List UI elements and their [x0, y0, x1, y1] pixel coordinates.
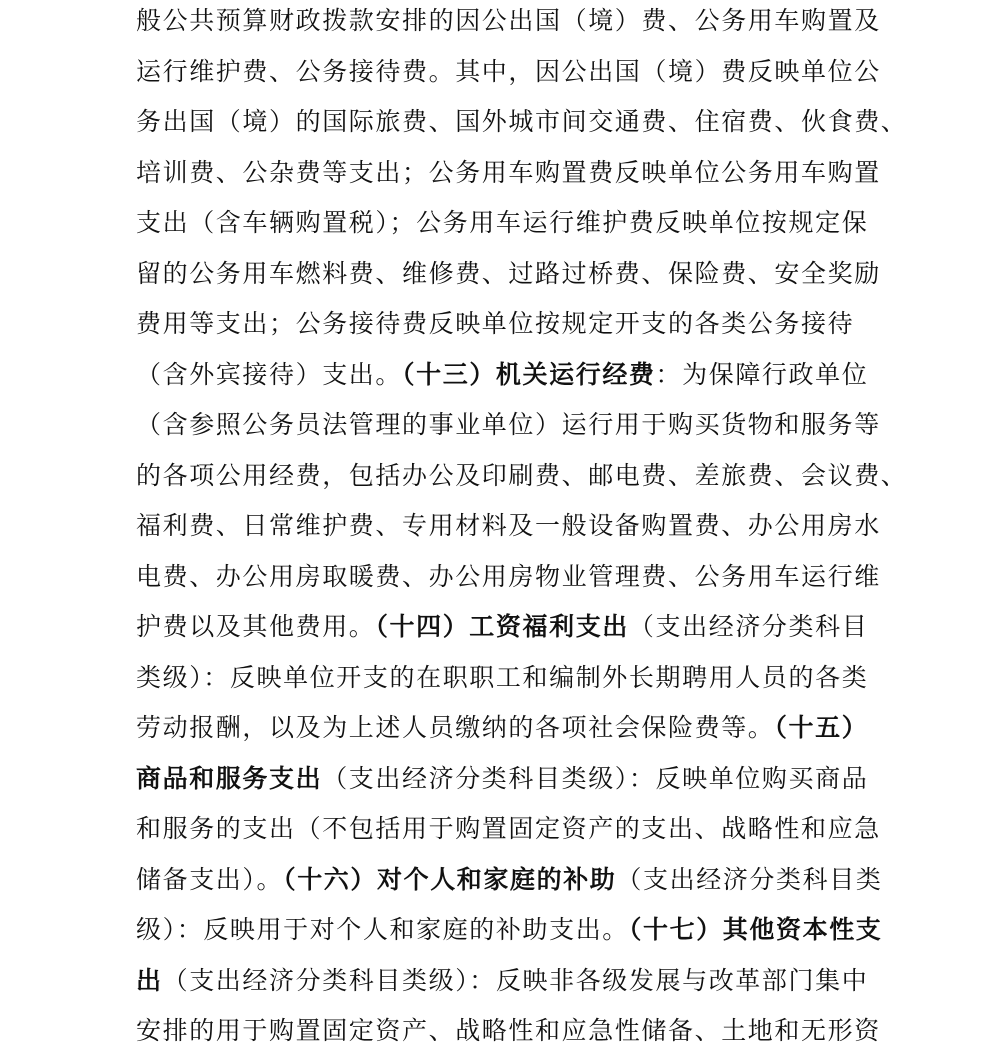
text-segment: （支出经济分类科目类级）：反映非各级发展与改革部门集中 — [162, 965, 869, 995]
text-segment: （含外宾接待）支出。 — [136, 359, 403, 389]
text-line — [136, 703, 896, 754]
text-line — [136, 400, 896, 451]
text-line — [136, 804, 896, 855]
text-segment: 级）：反映用于对个人和家庭的补助支出。 — [136, 915, 629, 944]
text-line — [136, 855, 896, 906]
text-line — [136, 754, 896, 805]
text-segment: 培训费、公杂费等支出；公务用车购置费反映单位公务用车购置 — [136, 157, 881, 187]
bold-heading-segment: 出 — [136, 965, 163, 995]
text-segment: （含参照公务员法管理的事业单位）运行用于购买货物和服务等 — [136, 410, 881, 439]
text-line — [136, 451, 908, 502]
text-segment: 和服务的支出（不包括用于购置固定资产的支出、战略性和应急 — [136, 814, 881, 843]
text-line — [136, 350, 896, 401]
text-line — [136, 653, 896, 704]
text-segment: 留的公务用车燃料费、维修费、过路过桥费、保险费、安全奖励 — [136, 258, 881, 288]
bold-heading-segment: （十七）其他资本性支 — [628, 915, 883, 944]
text-line — [136, 905, 896, 956]
bold-heading-segment: 商品和服务支出 — [136, 763, 323, 793]
text-line — [136, 249, 896, 300]
text-line — [136, 47, 896, 98]
text-segment: 务出国（境）的国际旅费、国外城市间交通费、住宿费、伙食费、 — [136, 107, 908, 136]
text-segment: 费用等支出；公务接待费反映单位按规定开支的各类公务接待 — [136, 309, 855, 338]
text-segment: 运行维护费、公务接待费。其中，因公出国（境）费反映单位公 — [136, 56, 881, 86]
text-segment: （支出经济分类科目类 — [616, 864, 883, 894]
text-segment: 劳动报酬，以及为上述人员缴纳的各项社会保险费等。 — [136, 713, 775, 742]
text-line — [136, 956, 896, 1007]
text-segment: 支出（含车辆购置税）；公务用车运行维护费反映单位按规定保 — [136, 208, 869, 237]
text-line — [136, 501, 896, 552]
text-line — [136, 148, 896, 199]
text-line — [136, 97, 908, 148]
text-line — [136, 299, 896, 350]
body-text — [136, 0, 908, 1057]
text-segment: 般公共预算财政拨款安排的因公出国（境）费、公务用车购置及 — [136, 6, 881, 35]
bold-heading-segment: （十五） — [774, 713, 869, 742]
text-line — [136, 1006, 896, 1057]
text-segment: （支出经济分类科目类级）：反映单位购买商品 — [322, 763, 869, 793]
text-segment: ：为保障行政单位 — [655, 359, 869, 389]
text-segment: 储备支出）。 — [136, 864, 284, 894]
text-segment: 的各项公用经费，包括办公及印刷费、邮电费、差旅费、会议费、 — [136, 460, 908, 490]
text-segment: 安排的用于购置固定资产、战略性和应急性储备、土地和无形资 — [136, 1016, 881, 1045]
bold-heading-segment: （十四）工资福利支出 — [375, 612, 629, 641]
text-line — [136, 552, 896, 603]
text-line — [136, 198, 896, 249]
text-line — [136, 602, 896, 653]
bold-heading-segment: （十三）机关运行经费 — [402, 359, 656, 389]
text-segment: 福利费、日常维护费、专用材料及一般设备购置费、办公用房水 — [136, 511, 881, 540]
text-segment: 类级）：反映单位开支的在职职工和编制外长期聘用人员的各类 — [136, 662, 869, 692]
text-line — [136, 0, 896, 47]
text-segment: 电费、办公用房取暖费、办公用房物业管理费、公务用车运行维 — [136, 561, 881, 591]
text-segment: 护费以及其他费用。 — [136, 612, 376, 641]
text-segment: （支出经济分类科目 — [628, 612, 869, 641]
bold-heading-segment: （十六）对个人和家庭的补助 — [283, 864, 617, 894]
